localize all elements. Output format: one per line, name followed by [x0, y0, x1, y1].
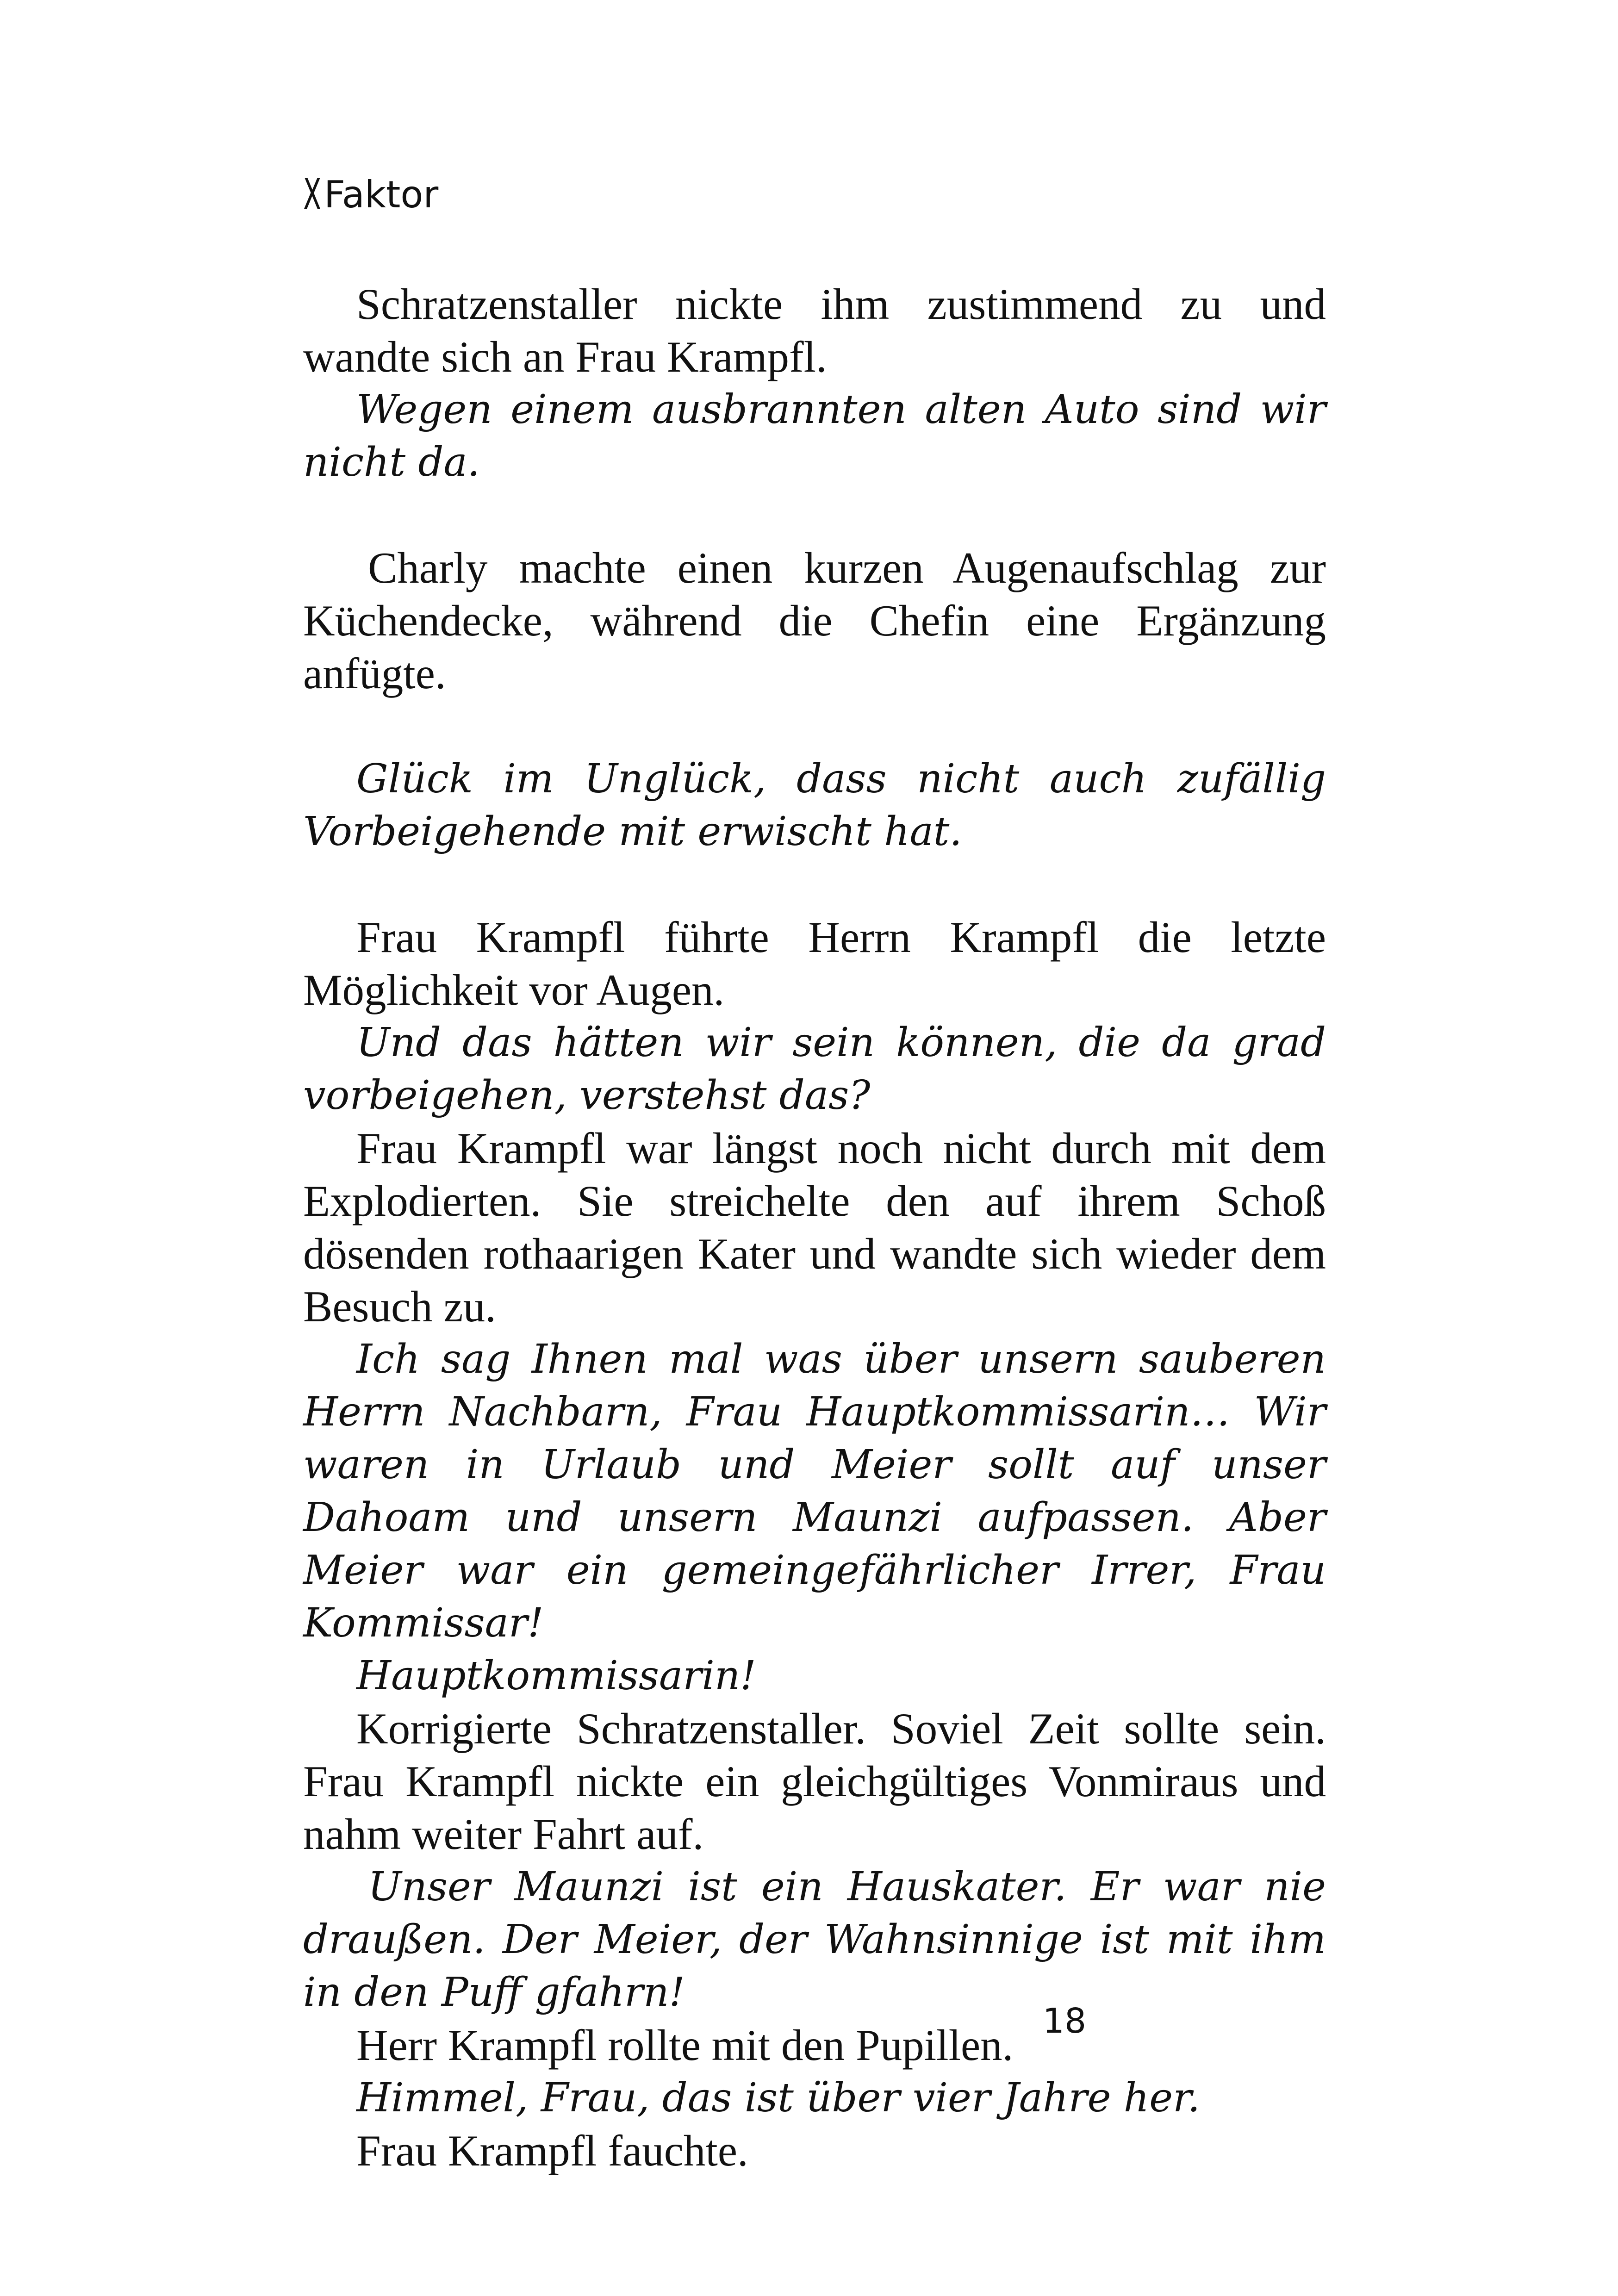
- paragraph: Charly machte einen kurzen Augenaufschlag zur Küchendecke, während die Chefin eine Ergänzung anfügte.: [303, 543, 1326, 698]
- header-x-mark: X: [303, 170, 322, 219]
- dialogue-paragraph: Glück im Unglück, dass nicht auch zufällig Vorbeigehende mit erwischt hat.: [303, 756, 1326, 855]
- dialogue-paragraph: Unser Maunzi ist ein Hauskater. Er war nie draußen. Der Meier, der Wahnsinnige ist mit ihm in den Puff gfahrn!: [303, 1864, 1326, 2016]
- spacer: [303, 700, 1326, 753]
- paragraph: Schratzenstaller nickte ihm zustimmend zu und wandte sich an Frau Krampfl.: [303, 280, 1326, 381]
- spacer: [303, 858, 1326, 911]
- body-text: [303, 278, 1326, 2177]
- paragraph: Herr Krampfl rollte mit den Pupillen.: [356, 2021, 1014, 2070]
- paragraph: Frau Krampfl führte Herrn Krampfl die letzte Möglichkeit vor Augen.: [303, 913, 1326, 1014]
- spacer: [303, 489, 1326, 541]
- dialogue-paragraph: Und das hätten wir sein können, die da grad vorbeigehen, verstehst das?: [303, 1020, 1326, 1119]
- dialogue-paragraph: Hauptkommissarin!: [356, 1653, 756, 1699]
- header-title: Faktor: [324, 173, 439, 216]
- paragraph: Frau Krampfl fauchte.: [356, 2126, 748, 2175]
- paragraph: Korrigierte Schratzenstaller. Soviel Zeit sollte sein. Frau Krampfl nickte ein gleichgültiges Vonmiraus und nahm weiter Fahrt auf.: [303, 1704, 1326, 1859]
- page-number: 18: [1042, 2001, 1087, 2041]
- running-header: [303, 170, 439, 219]
- paragraph: Frau Krampfl war längst noch nicht durch mit dem Explodierten. Sie streichelte den auf ihrem Schoß dösenden rothaarigen Kater und wandte sich wieder dem Besuch zu.: [303, 1124, 1326, 1331]
- dialogue-paragraph: Wegen einem ausbrannten alten Auto sind wir nicht da.: [303, 386, 1326, 485]
- dialogue-paragraph: Himmel, Frau, das ist über vier Jahre her.: [356, 2075, 1201, 2121]
- dialogue-paragraph: Ich sag Ihnen mal was über unsern sauberen Herrn Nachbarn, Frau Hauptkommissarin… Wir waren in Urlaub und Meier sollt auf unser Dahoam und unsern Maunzi aufpassen. Aber Meier war ein gemeingefährlicher Irrer, Frau Kommissar!: [303, 1336, 1326, 1646]
